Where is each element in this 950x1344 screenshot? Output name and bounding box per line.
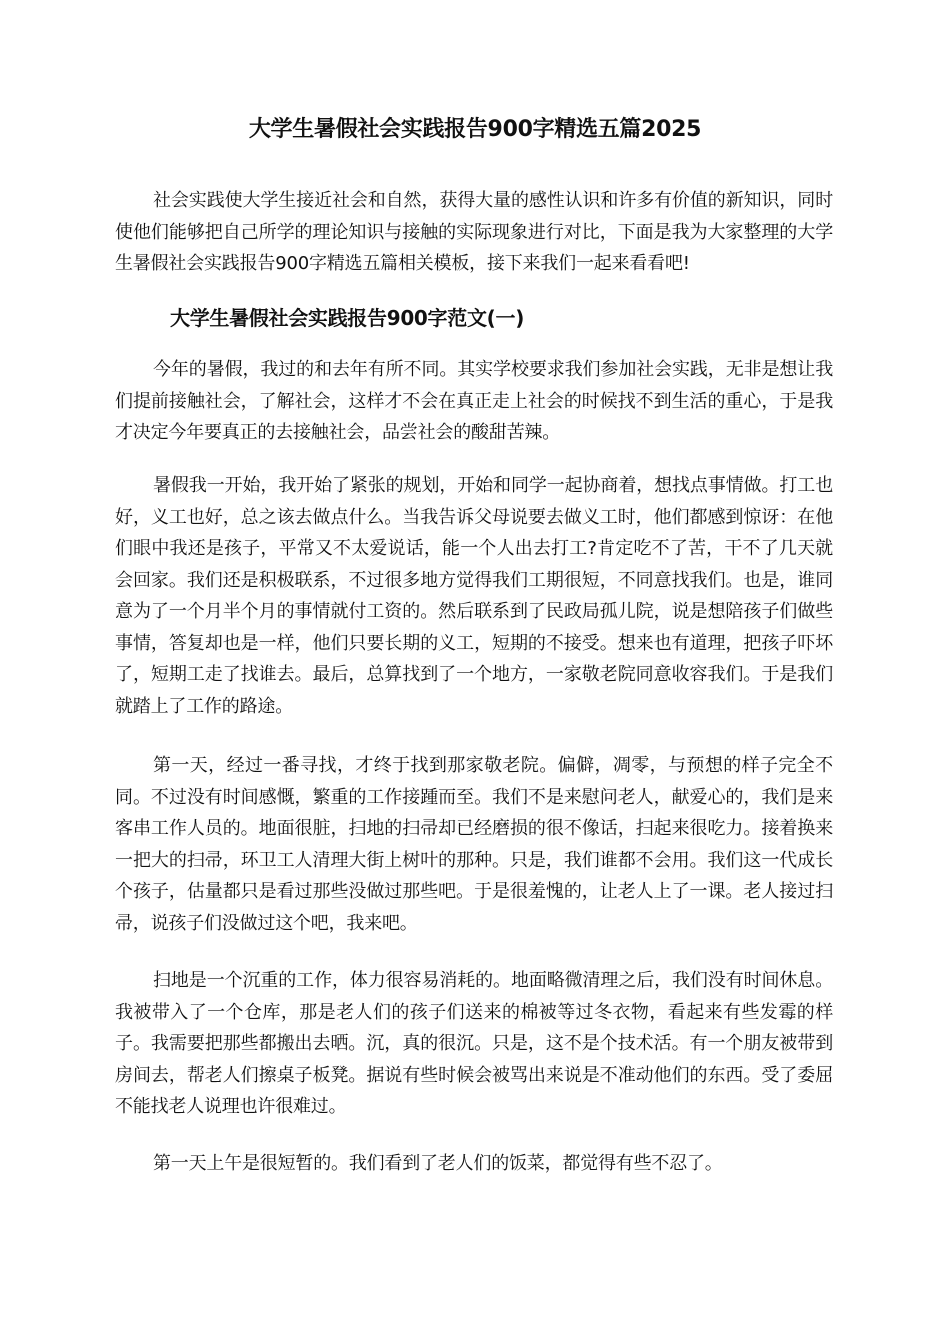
body-paragraph-1: 今年的暑假，我过的和去年有所不同。其实学校要求我们参加社会实践，无非是想让我们提前接触社会，了解社会，这样才不会在真正走上社会的时候找不到生活的重心，于是我才决定今年要真正的去接触社会，品尝社会的酸甜苦辣。 (115, 359, 833, 443)
intro-paragraph: 社会实践使大学生接近社会和自然，获得大量的感性认识和许多有价值的新知识，同时使他们能够把自己所学的理论知识与接触的实际现象进行对比，下面是我为大家整理的大学生暑假社会实践报告900字精选五篇相关模板，接下来我们一起来看看吧! (115, 190, 833, 274)
body-paragraph-3: 第一天，经过一番寻找，才终于找到那家敬老院。偏僻，凋零，与预想的样子完全不同。不过没有时间感慨，繁重的工作接踵而至。我们不是来慰问老人，献爱心的，我们是来客串工作人员的。地面很脏，扫地的扫帚却已经磨损的很不像话，扫起来很吃力。接着换来一把大的扫帚，环卫工人清理大街上树叶的那种。只是，我们谁都不会用。我们这一代成长个孩子，估量都只是看过那些没做过那些吧。于是很羞愧的，让老人上了一课。老人接过扫帚，说孩子们没做过这个吧，我来吧。 (115, 755, 833, 934)
document-title: 大学生暑假社会实践报告900字精选五篇2025 (248, 117, 702, 142)
body-paragraph-5: 第一天上午是很短暂的。我们看到了老人们的饭菜，都觉得有些不忍了。 (153, 1153, 723, 1174)
section-heading: 大学生暑假社会实践报告900字范文(一) (170, 306, 525, 330)
body-paragraph-4: 扫地是一个沉重的工作，体力很容易消耗的。地面略微清理之后，我们没有时间休息。我被带入了一个仓库，那是老人们的孩子们送来的棉被等过冬衣物，看起来有些发霉的样子。我需要把那些都搬出去晒。沉，真的很沉。只是，这不是个技术活。有一个朋友被带到房间去，帮老人们擦桌子板凳。据说有些时候会被骂出来说是不准动他们的东西。受了委屈不能找老人说理也许很难过。 (115, 970, 833, 1117)
body-paragraph-2: 暑假我一开始，我开始了紧张的规划，开始和同学一起协商着，想找点事情做。打工也好，义工也好，总之该去做点什么。当我告诉父母说要去做义工时，他们都感到惊讶：在他们眼中我还是孩子，平常又不太爱说话，能一个人出去打工?肯定吃不了苦，干不了几天就会回家。我们还是积极联系，不过很多地方觉得我们工期很短，不同意找我们。也是，谁同意为了一个月半个月的事情就付工资的。然后联系到了民政局孤儿院，说是想陪孩子们做些事情，答复却也是一样，他们只要长期的义工，短期的不接受。想来也有道理，把孩子吓坏了，短期工走了找谁去。最后，总算找到了一个地方，一家敬老院同意收容我们。于是我们就踏上了工作的路途。 (115, 475, 833, 717)
